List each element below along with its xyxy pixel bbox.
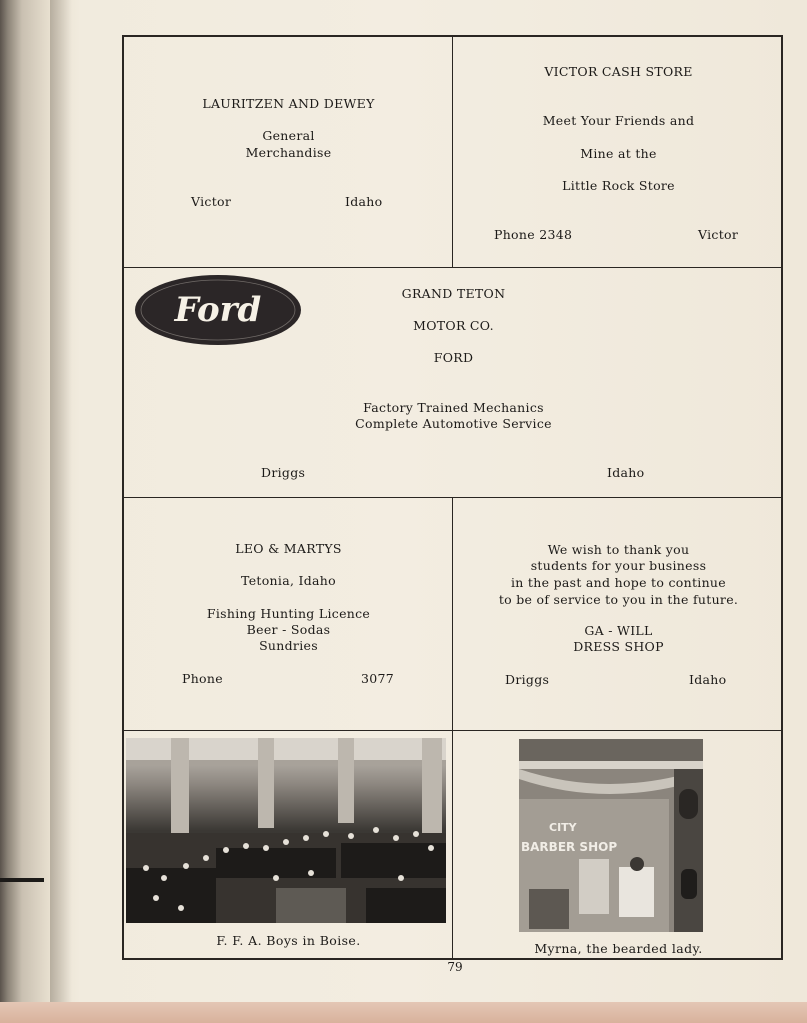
ad-line: Merchandise bbox=[245, 145, 332, 160]
ffa-photo-image bbox=[126, 738, 446, 923]
ad-message-line: to be of service to you in the future. bbox=[498, 592, 739, 607]
ad-leo-martys bbox=[122, 497, 453, 731]
ffa-photo bbox=[126, 738, 446, 923]
ad-line: MOTOR CO. bbox=[413, 318, 494, 333]
ad-message-line: We wish to thank you bbox=[547, 542, 690, 557]
photo-caption: Myrna, the bearded lady. bbox=[534, 941, 703, 956]
ad-city: Driggs bbox=[505, 672, 550, 687]
ad-city: Victor bbox=[698, 227, 739, 242]
barber-sign-top: CITY bbox=[549, 821, 577, 834]
ad-state: Idaho bbox=[607, 465, 645, 480]
ad-line: Meet Your Friends and bbox=[542, 113, 695, 128]
ad-victor-cash-store bbox=[452, 35, 783, 268]
ad-title: GRAND TETON bbox=[401, 286, 506, 301]
ad-state: Idaho bbox=[689, 672, 727, 687]
barber-sign-bottom: BARBER SHOP bbox=[521, 840, 618, 854]
ad-line: FORD bbox=[433, 350, 474, 365]
ad-title: GA - WILL bbox=[584, 623, 653, 638]
barber-photo bbox=[519, 739, 703, 932]
ad-line: Tetonia, Idaho bbox=[241, 573, 336, 588]
ad-line: Complete Automotive Service bbox=[355, 416, 552, 431]
ad-phone-label: Phone bbox=[182, 671, 223, 686]
ad-state: Idaho bbox=[345, 194, 383, 209]
ad-title: DRESS SHOP bbox=[573, 639, 664, 654]
ad-line: Little Rock Store bbox=[562, 178, 675, 193]
ad-line: Fishing Hunting Licence bbox=[206, 606, 371, 621]
ad-grand-teton-motor bbox=[122, 267, 783, 498]
barber-photo-image bbox=[519, 739, 703, 932]
binding-shadow bbox=[50, 0, 72, 1023]
ad-phone: Phone 2348 bbox=[494, 227, 573, 242]
ad-message-line: students for your business bbox=[530, 558, 707, 573]
ford-logo-icon bbox=[134, 274, 302, 346]
ford-logo-text: Ford bbox=[174, 290, 262, 330]
photo-caption: F. F. A. Boys in Boise. bbox=[216, 933, 361, 948]
ad-ga-will-dress-shop bbox=[452, 497, 783, 731]
page-marker-line bbox=[0, 878, 44, 882]
ad-line: Factory Trained Mechanics bbox=[363, 400, 544, 415]
ad-line: Beer - Sodas bbox=[246, 622, 331, 637]
ad-title: LAURITZEN AND DEWEY bbox=[202, 96, 375, 111]
page-number: 79 bbox=[447, 960, 463, 974]
ad-line: Sundries bbox=[259, 638, 318, 653]
ad-title: VICTOR CASH STORE bbox=[544, 64, 693, 79]
ad-phone-number: 3077 bbox=[361, 671, 395, 686]
photo-panel-barber bbox=[452, 730, 783, 960]
ad-city: Driggs bbox=[261, 465, 306, 480]
ad-line: Mine at the bbox=[580, 146, 657, 161]
photo-panel-ffa bbox=[122, 730, 453, 960]
ad-lauritzen-dewey bbox=[122, 35, 453, 268]
ad-city: Victor bbox=[191, 194, 232, 209]
ad-line: General bbox=[262, 128, 315, 143]
page-bottom-edge bbox=[0, 1002, 807, 1023]
ad-title: LEO & MARTYS bbox=[235, 541, 342, 556]
ad-message-line: in the past and hope to continue bbox=[511, 575, 726, 590]
